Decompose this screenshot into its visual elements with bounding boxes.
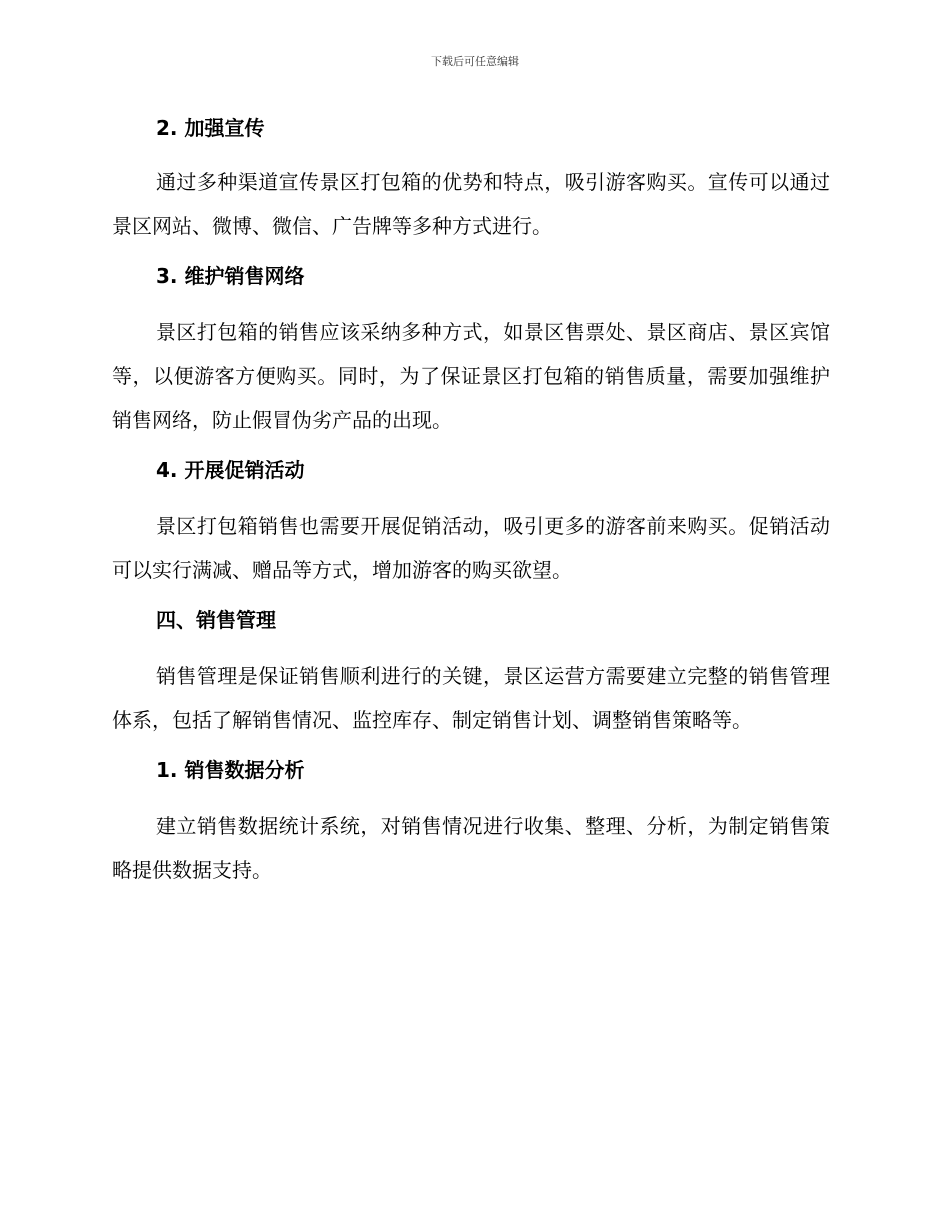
section-paragraph-sales-network: 景区打包箱的销售应该采纳多种方式，如景区售票处、景区商店、景区宾馆等，以便游客方便购买。同时，为了保证景区打包箱的销售质量，需要加强维护销售网络，防止假冒伪劣产品的出现。 bbox=[112, 320, 830, 432]
section-heading-sales-campaign: 4. 开展促销活动 bbox=[156, 458, 305, 482]
section-paragraph-sales-data-analysis: 建立销售数据统计系统，对销售情况进行收集、整理、分析，为制定销售策略提供数据支持。 bbox=[112, 814, 830, 882]
section-heading-sales-network: 3. 维护销售网络 bbox=[156, 264, 305, 288]
section-paragraph-sales-campaign: 景区打包箱销售也需要开展促销活动，吸引更多的游客前来购买。促销活动可以实行满减、赠品等方式，增加游客的购买欲望。 bbox=[112, 514, 830, 582]
section-heading-promotion: 2. 加强宣传 bbox=[156, 116, 265, 140]
page-header: 下载后可任意编辑 bbox=[431, 55, 519, 68]
section-paragraph-promotion: 通过多种渠道宣传景区打包箱的优势和特点，吸引游客购买。宣传可以通过景区网站、微博、微信、广告牌等多种方式进行。 bbox=[112, 170, 830, 238]
section-heading-sales-data-analysis: 1. 销售数据分析 bbox=[156, 758, 305, 782]
section-paragraph-sales-management: 销售管理是保证销售顺利进行的关键，景区运营方需要建立完整的销售管理体系，包括了解销售情况、监控库存、制定销售计划、调整销售策略等。 bbox=[112, 664, 830, 732]
section-heading-sales-management: 四、销售管理 bbox=[156, 608, 276, 632]
document-body bbox=[112, 110, 830, 892]
